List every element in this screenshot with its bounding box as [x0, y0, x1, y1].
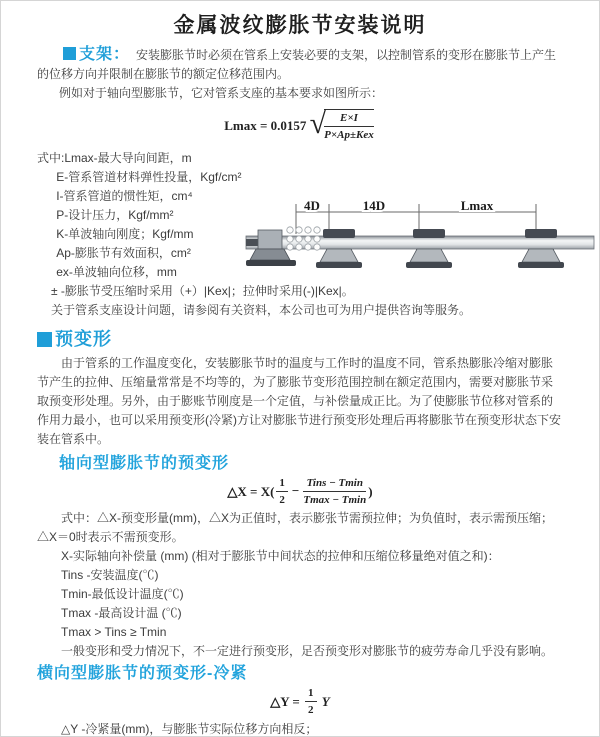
formula-fraction	[324, 109, 374, 143]
predeform-section-header	[37, 328, 563, 350]
predeform-header-label: 预变形	[55, 328, 112, 349]
close-paren: )	[368, 483, 373, 499]
page-title: 金属波纹膨胀节安装说明	[173, 14, 427, 37]
definition-line: P-设计压力，Kgf/mm²	[56, 207, 174, 222]
half-fraction	[305, 686, 317, 718]
sign-convention-note: ± -膨胀节受压缩时采用（+）|Kex|；拉伸时采用(-)|Kex|。	[51, 283, 354, 298]
predeform-paragraph: 由于管系的工作温度变化，安装膨胀节时的温度与工作时的温度不同，管系热膨胀冷缩对膨胀节产生的拉伸、压缩量常常是不均等的，为了膨胀节变形范围控制在额定范围内，需要对膨胀节采取预变形处理。另外，由于膨账节刚度是一个定值，与补偿量成正比。为了使膨胀节位移对管系的作用力最小，也可以采用预变形(冷紧)方让对膨胀节进行预变形处理后再将膨胀节在预变形状态下安装在管系中。	[37, 355, 561, 446]
section-bullet-icon	[63, 47, 76, 60]
consulting-note: 关于管系支座设计问题，请参阅有关资料，本公司也可为用户提供咨询等服务。	[51, 302, 472, 317]
dim-label-4d: 4D	[304, 198, 320, 213]
dim-label-14d: 14D	[362, 198, 386, 213]
support-intro-paragraph	[37, 45, 563, 84]
note-line: 式中：△X-预变形量(mm)，△X为正值时，表示膨张节需预拉伸；为负值时，表示需预压缩；△X＝0时表示不需预变形。	[37, 511, 553, 545]
lateral-formula-lhs: △Y =	[270, 693, 300, 709]
fraction-denominator: P×Ap±Kex	[324, 129, 374, 142]
fraction-numerator: E×I	[324, 111, 374, 127]
section-bullet-icon	[37, 332, 52, 347]
temperature-fraction	[303, 476, 366, 508]
formula-lhs: Lmax = 0.0157	[224, 117, 307, 133]
dim-label-lmax: Lmax	[460, 198, 494, 213]
axial-notes-list	[37, 509, 563, 661]
dimension-labels	[304, 198, 494, 213]
guide-spacing-formula	[37, 106, 563, 143]
note-line: X-实际轴向补偿量 (mm) (相对于膨胀节中间状态的拉伸和压缩位移量绝对值之和)：	[61, 549, 500, 564]
support-section-header: 支架：	[79, 46, 131, 63]
lateral-predeform-formula	[37, 686, 563, 718]
definition-line: E-管系管道材料弹性投量，Kgf/cm²	[56, 169, 242, 184]
definition-line: Ap-膨胀节有效面积，cm²	[56, 245, 191, 260]
definition-line: I-管系管道的惯性矩，cm⁴	[56, 188, 193, 203]
sqrt-radical-icon: √	[309, 106, 327, 140]
fraction-numerator: 1	[276, 476, 288, 492]
half-fraction	[276, 476, 288, 508]
axial-formula-lhs: △X = X(	[227, 483, 275, 499]
fraction-denominator: 2	[279, 493, 285, 506]
axial-predeform-heading: 轴向型膨胀节的预变形	[59, 454, 230, 472]
note-line: Tmin-最低设计温度(℃)	[61, 587, 184, 602]
page-content	[1, 45, 599, 737]
axial-support-requirement-diagram	[244, 194, 596, 289]
note-line: Tmax -最高设计温 (℃)	[61, 606, 182, 621]
note-line: Tmax > Tins ≥ Tmin	[61, 625, 167, 640]
support-example-line: 例如对于轴向型膨胀节，它对管系支座的基本要求如图所示：	[59, 86, 384, 100]
support-intro-text: 安装膨胀节时必须在管系上安装必要的支架，以控制管系的变形在膨胀节上产生的位移方向并限制在膨胀节的额定位移范围内。	[37, 48, 557, 81]
lateral-predeform-heading: 横向型膨胀节的预变形-冷紧	[37, 665, 248, 683]
note-line: 一般变形和受力情况下，不一定进行预变形，足否预变形对膨胀节的疲劳寿命几乎没有影响。	[61, 644, 554, 659]
axial-predeform-formula	[37, 476, 563, 508]
lateral-note-line: △Y -冷紧量(mm)，与膨胀节实际位移方向相反；	[61, 721, 318, 736]
note-line: Tins -安装温度(℃)	[61, 568, 159, 583]
fraction-denominator: Tmax − Tmin	[303, 493, 367, 506]
definition-line: K-单波轴向刚度；Kgf/mm	[56, 226, 194, 241]
fraction-denominator: 2	[308, 704, 314, 717]
lateral-formula-rhs: Y	[321, 693, 330, 709]
fraction-numerator: Tins − Tmin	[303, 476, 366, 492]
minus-sign: −	[291, 483, 300, 499]
formula-where-lead: 式中:Lmax-最大导向间距，m	[37, 150, 192, 165]
fraction-numerator: 1	[305, 686, 317, 702]
definition-line: ex-单波轴向位移，mm	[56, 264, 177, 279]
